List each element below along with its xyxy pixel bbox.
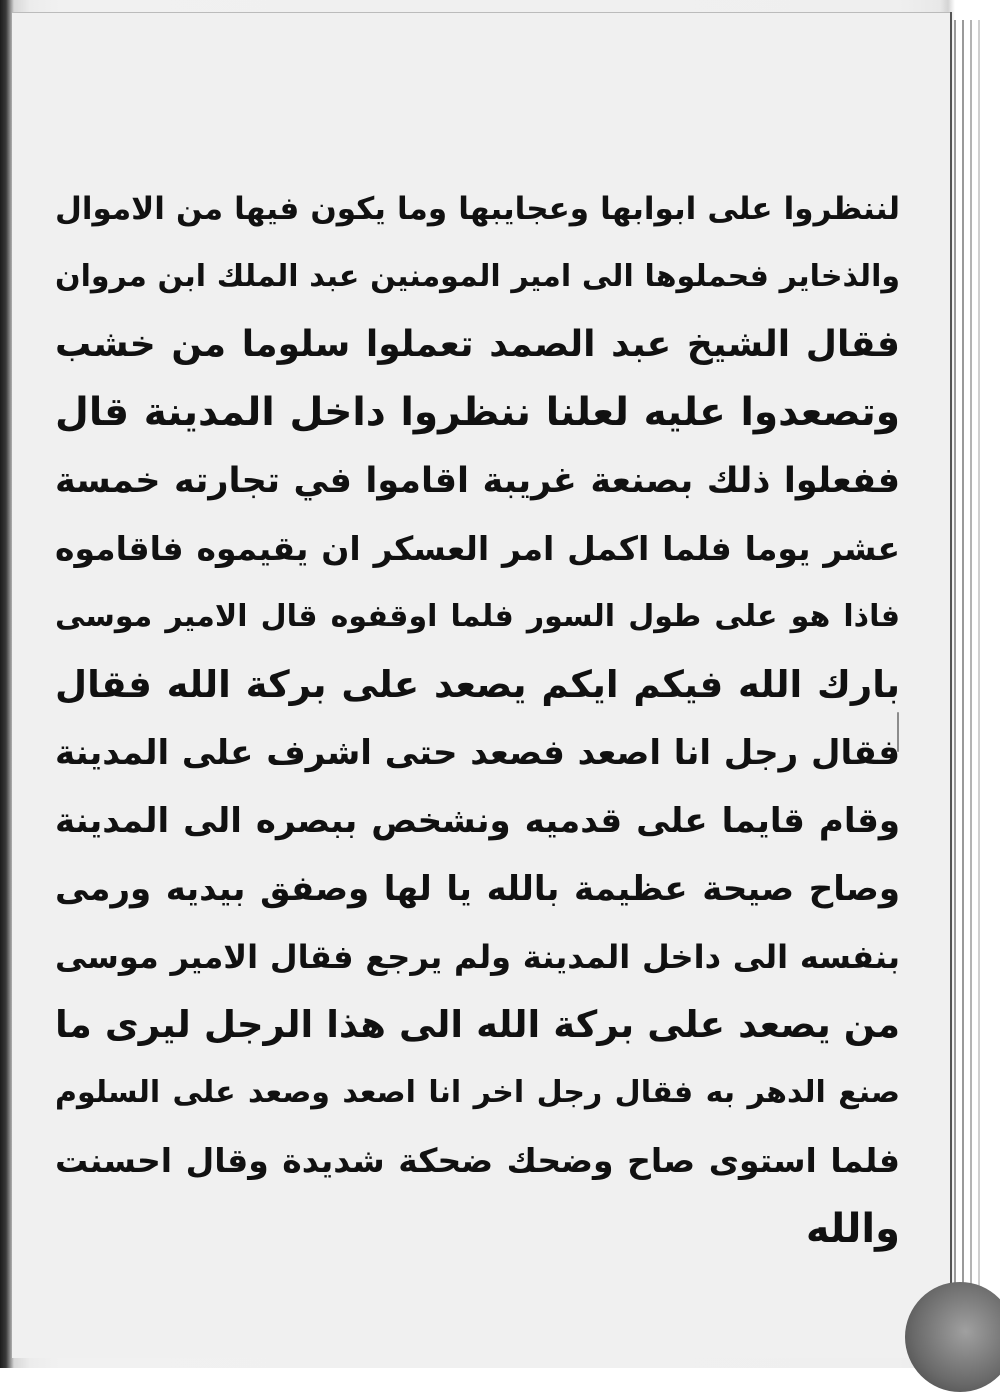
page-edge: [962, 20, 964, 1340]
text-line-catchword: والله: [805, 1206, 900, 1252]
text-line: بنفسه الى داخل المدينة ولم يرجع فقال الامير موسى: [55, 938, 900, 976]
page-edge: [978, 20, 980, 1340]
text-line: فقال رجل انا اصعد فصعد حتى اشرف على المدينة: [55, 733, 900, 773]
text-line: وقام قايما على قدميه ونشخص ببصره الى المدينة: [55, 801, 900, 841]
text-line: وتصعدوا عليه لعلنا ننظروا داخل المدينة قال: [55, 390, 900, 435]
text-line: فاذا هو على طول السور فلما اوقفوه قال الامير موسى: [55, 599, 900, 634]
text-line: ففعلوا ذلك بصنعة غريبة اقاموا في تجارته خمسة: [55, 461, 900, 501]
text-line: فقال الشيخ عبد الصمد تعملوا سلوما من خشب: [55, 324, 900, 365]
text-line: فلما استوى صاح وضحك ضحكة شديدة وقال احسنت: [55, 1141, 900, 1180]
text-line: لننظروا على ابوابها وعجايبها وما يكون فيها من الاموال: [55, 191, 900, 227]
text-line: بارك الله فيكم ايكم يصعد على بركة الله فقال: [55, 663, 900, 706]
text-line: صنع الدهر به فقال رجل اخر انا اصعد وصعد على السلوم: [55, 1075, 900, 1110]
thumb: [905, 1282, 1000, 1392]
text-line: عشر يوما فلما اكمل امر العسكر ان يقيموه فاقاموه: [55, 529, 900, 568]
text-line: من يصعد على بركة الله الى هذا الرجل ليرى ما: [55, 1003, 900, 1046]
manuscript-text: [55, 175, 900, 1263]
text-line: وصاح صيحة عظيمة بالله يا لها وصفق بيديه ورمى: [55, 869, 900, 909]
page-edge: [954, 20, 956, 1340]
text-line: والذخاير فحملوها الى امير المومنين عبد الملك ابن مروان: [55, 259, 900, 294]
page-edge: [970, 20, 972, 1340]
